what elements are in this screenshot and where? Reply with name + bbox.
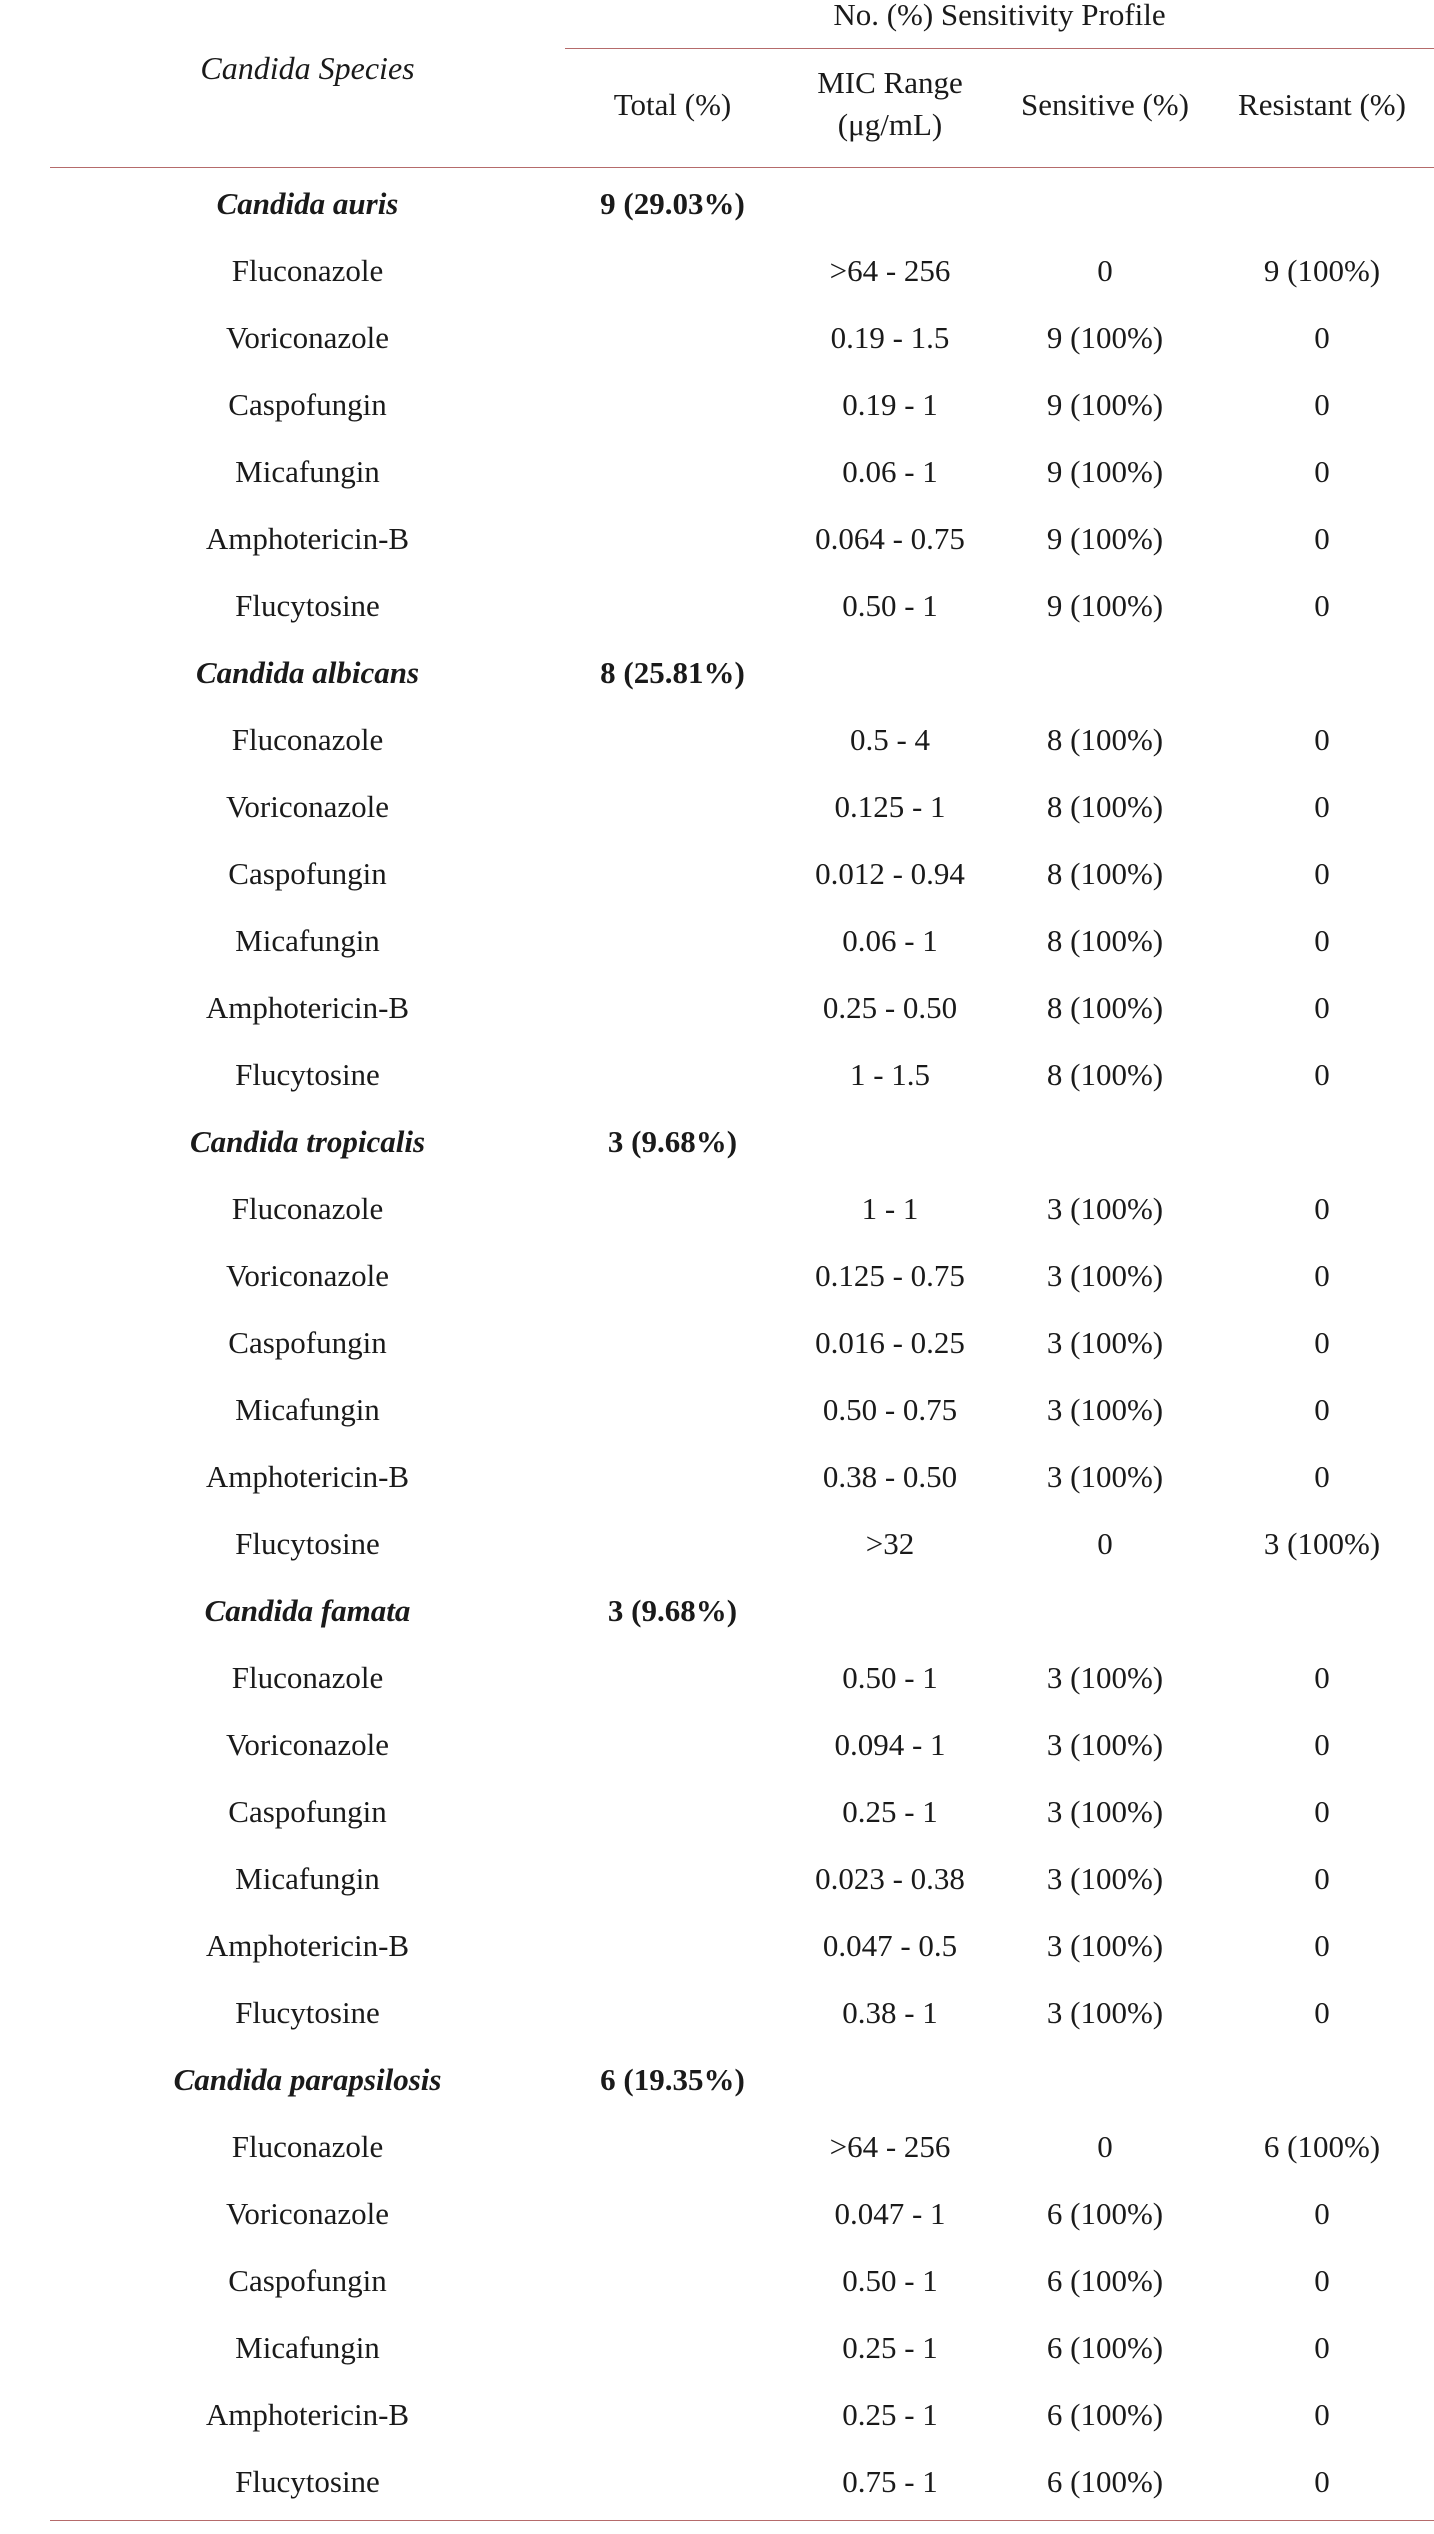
table-bottom-rule (50, 2520, 1434, 2521)
sensitive-count: 8 (100%) (1046, 1057, 1164, 1092)
mic-range: >32 (865, 1526, 915, 1561)
species-row (0, 1108, 1434, 1175)
resistant-count: 3 (100%) (1263, 1526, 1381, 1561)
drug-name: Flucytosine (235, 1526, 380, 1561)
species-name: Candida parapsilosis (173, 2062, 442, 2097)
sensitive-count: 6 (100%) (1046, 2464, 1164, 2499)
drug-name: Micafungin (235, 2330, 380, 2365)
table-row (0, 1242, 1434, 1309)
drug-name: Fluconazole (231, 2129, 384, 2164)
table-row (0, 1443, 1434, 1510)
species-total: 3 (9.68%) (607, 1593, 738, 1628)
resistant-count: 0 (1314, 923, 1330, 958)
drug-name: Amphotericin-B (205, 1459, 410, 1494)
mic-range: 0.25 - 1 (842, 2330, 938, 2365)
resistant-count: 0 (1314, 2464, 1330, 2499)
drug-name: Fluconazole (231, 1191, 384, 1226)
mic-range: 0.125 - 0.75 (815, 1258, 965, 1293)
sensitive-count: 6 (100%) (1046, 2397, 1164, 2432)
sensitive-count: 8 (100%) (1046, 990, 1164, 1025)
drug-name: Amphotericin-B (205, 521, 410, 556)
resistant-count: 0 (1314, 1928, 1330, 1963)
species-row (0, 1577, 1434, 1644)
resistant-count: 0 (1314, 789, 1330, 824)
table-row (0, 2113, 1434, 2180)
header-sensitive: Sensitive (%) (1021, 87, 1189, 122)
mic-range: 0.016 - 0.25 (815, 1325, 965, 1360)
species-total: 3 (9.68%) (607, 1124, 738, 1159)
table-row (0, 1510, 1434, 1577)
drug-name: Flucytosine (235, 588, 380, 623)
drug-name: Caspofungin (228, 2263, 387, 2298)
drug-name: Micafungin (235, 454, 380, 489)
mic-range: 0.38 - 0.50 (822, 1459, 958, 1494)
mic-range: 0.38 - 1 (842, 1995, 938, 2030)
mic-range: 0.06 - 1 (842, 454, 938, 489)
table-row (0, 1309, 1434, 1376)
species-row (0, 170, 1434, 237)
drug-name: Voriconazole (226, 789, 389, 824)
resistant-count: 0 (1314, 2263, 1330, 2298)
mic-range: 0.25 - 1 (842, 1794, 938, 1829)
header-mic-range-line2: (μg/mL) (837, 107, 943, 142)
species-row (0, 2046, 1434, 2113)
table-row (0, 2448, 1434, 2515)
drug-name: Fluconazole (231, 1660, 384, 1695)
header-profile-rule (565, 48, 1434, 49)
drug-name: Voriconazole (226, 1258, 389, 1293)
resistant-count: 6 (100%) (1263, 2129, 1381, 2164)
drug-name: Amphotericin-B (205, 990, 410, 1025)
drug-name: Voriconazole (226, 2196, 389, 2231)
table-row (0, 304, 1434, 371)
sensitive-count: 9 (100%) (1046, 588, 1164, 623)
header-bottom-rule (50, 167, 1434, 168)
header-resistant: Resistant (%) (1238, 87, 1406, 122)
table-row (0, 1912, 1434, 1979)
resistant-count: 0 (1314, 1258, 1330, 1293)
mic-range: 0.094 - 1 (834, 1727, 946, 1762)
header-total: Total (%) (613, 87, 732, 122)
sensitive-count: 8 (100%) (1046, 923, 1164, 958)
resistant-count: 0 (1314, 1057, 1330, 1092)
species-row (0, 639, 1434, 706)
table-body (0, 170, 1434, 2515)
mic-range: 0.047 - 0.5 (822, 1928, 958, 1963)
drug-name: Caspofungin (228, 1325, 387, 1360)
drug-name: Amphotericin-B (205, 2397, 410, 2432)
species-name: Candida tropicalis (189, 1124, 426, 1159)
table-row (0, 706, 1434, 773)
sensitive-count: 3 (100%) (1046, 1928, 1164, 1963)
resistant-count: 0 (1314, 990, 1330, 1025)
table-row (0, 438, 1434, 505)
drug-name: Voriconazole (226, 1727, 389, 1762)
drug-name: Caspofungin (228, 387, 387, 422)
resistant-count: 0 (1314, 1727, 1330, 1762)
resistant-count: 0 (1314, 588, 1330, 623)
sensitive-count: 3 (100%) (1046, 1191, 1164, 1226)
sensitive-count: 9 (100%) (1046, 387, 1164, 422)
drug-name: Caspofungin (228, 1794, 387, 1829)
table-row (0, 1041, 1434, 1108)
resistant-count: 0 (1314, 320, 1330, 355)
table-row (0, 1644, 1434, 1711)
mic-range: 0.047 - 1 (834, 2196, 946, 2231)
resistant-count: 0 (1314, 1794, 1330, 1829)
table-row (0, 505, 1434, 572)
resistant-count: 0 (1314, 2330, 1330, 2365)
table-row (0, 907, 1434, 974)
resistant-count: 0 (1314, 722, 1330, 757)
drug-name: Flucytosine (235, 2464, 380, 2499)
species-name: Candida famata (204, 1593, 411, 1628)
resistant-count: 0 (1314, 1861, 1330, 1896)
species-total: 8 (25.81%) (600, 655, 745, 690)
sensitive-count: 0 (1097, 253, 1113, 288)
mic-range: 0.50 - 0.75 (822, 1392, 958, 1427)
mic-range: 0.25 - 1 (842, 2397, 938, 2432)
sensitive-count: 6 (100%) (1046, 2330, 1164, 2365)
species-total: 6 (19.35%) (600, 2062, 745, 2097)
sensitive-count: 8 (100%) (1046, 722, 1164, 757)
species-name: Candida albicans (195, 655, 420, 690)
mic-range: 0.06 - 1 (842, 923, 938, 958)
table-row (0, 2314, 1434, 2381)
sensitive-count: 3 (100%) (1046, 1995, 1164, 2030)
table-row (0, 2381, 1434, 2448)
table-row (0, 2247, 1434, 2314)
table-row (0, 572, 1434, 639)
sensitive-count: 3 (100%) (1046, 1392, 1164, 1427)
mic-range: >64 - 256 (829, 2129, 951, 2164)
resistant-count: 9 (100%) (1263, 253, 1381, 288)
table-row (0, 371, 1434, 438)
header-candida-species: Candida Species (200, 50, 415, 86)
mic-range: 0.5 - 4 (849, 722, 931, 757)
table-row (0, 1979, 1434, 2046)
table-row (0, 237, 1434, 304)
drug-name: Micafungin (235, 1861, 380, 1896)
drug-name: Flucytosine (235, 1995, 380, 2030)
drug-name: Caspofungin (228, 856, 387, 891)
resistant-count: 0 (1314, 2397, 1330, 2432)
mic-range: 0.75 - 1 (842, 2464, 938, 2499)
table-row (0, 1376, 1434, 1443)
resistant-count: 0 (1314, 1325, 1330, 1360)
drug-name: Amphotericin-B (205, 1928, 410, 1963)
sensitive-count: 0 (1097, 2129, 1113, 2164)
table-row (0, 773, 1434, 840)
sensitive-count: 9 (100%) (1046, 454, 1164, 489)
mic-range: 0.023 - 0.38 (815, 1861, 965, 1896)
drug-name: Micafungin (235, 1392, 380, 1427)
mic-range: 1 - 1 (861, 1191, 919, 1226)
table-row (0, 2180, 1434, 2247)
sensitive-count: 0 (1097, 1526, 1113, 1561)
drug-name: Fluconazole (231, 253, 384, 288)
resistant-count: 0 (1314, 1392, 1330, 1427)
table-row (0, 1778, 1434, 1845)
resistant-count: 0 (1314, 454, 1330, 489)
sensitive-count: 3 (100%) (1046, 1660, 1164, 1695)
mic-range: 0.50 - 1 (842, 2263, 938, 2298)
header-sensitivity-profile: No. (%) Sensitivity Profile (833, 0, 1166, 32)
species-name: Candida auris (216, 186, 399, 221)
sensitive-count: 3 (100%) (1046, 1325, 1164, 1360)
resistant-count: 0 (1314, 2196, 1330, 2231)
sensitive-count: 6 (100%) (1046, 2263, 1164, 2298)
mic-range: 0.19 - 1 (842, 387, 938, 422)
table-row (0, 1845, 1434, 1912)
resistant-count: 0 (1314, 1459, 1330, 1494)
resistant-count: 0 (1314, 387, 1330, 422)
mic-range: 0.125 - 1 (834, 789, 946, 824)
table-row (0, 840, 1434, 907)
sensitive-count: 9 (100%) (1046, 320, 1164, 355)
table-row (0, 974, 1434, 1041)
mic-range: 0.25 - 0.50 (822, 990, 958, 1025)
table-row (0, 1175, 1434, 1242)
resistant-count: 0 (1314, 1660, 1330, 1695)
sensitive-count: 9 (100%) (1046, 521, 1164, 556)
sensitive-count: 3 (100%) (1046, 1794, 1164, 1829)
resistant-count: 0 (1314, 856, 1330, 891)
resistant-count: 0 (1314, 521, 1330, 556)
drug-name: Fluconazole (231, 722, 384, 757)
mic-range: 0.50 - 1 (842, 1660, 938, 1695)
sensitive-count: 6 (100%) (1046, 2196, 1164, 2231)
drug-name: Voriconazole (226, 320, 389, 355)
mic-range: 0.012 - 0.94 (815, 856, 965, 891)
mic-range: 0.19 - 1.5 (830, 320, 950, 355)
header-mic-range-line1: MIC Range (817, 65, 963, 100)
resistant-count: 0 (1314, 1995, 1330, 2030)
drug-name: Micafungin (235, 923, 380, 958)
header-mic-range (780, 62, 1000, 146)
sensitive-count: 3 (100%) (1046, 1258, 1164, 1293)
mic-range: 0.064 - 0.75 (815, 521, 965, 556)
mic-range: 0.50 - 1 (842, 588, 938, 623)
resistant-count: 0 (1314, 1191, 1330, 1226)
mic-range: >64 - 256 (829, 253, 951, 288)
sensitive-count: 8 (100%) (1046, 789, 1164, 824)
sensitive-count: 3 (100%) (1046, 1459, 1164, 1494)
sensitive-count: 8 (100%) (1046, 856, 1164, 891)
species-total: 9 (29.03%) (600, 186, 745, 221)
mic-range: 1 - 1.5 (849, 1057, 931, 1092)
sensitive-count: 3 (100%) (1046, 1861, 1164, 1896)
table-row (0, 1711, 1434, 1778)
drug-name: Flucytosine (235, 1057, 380, 1092)
sensitive-count: 3 (100%) (1046, 1727, 1164, 1762)
